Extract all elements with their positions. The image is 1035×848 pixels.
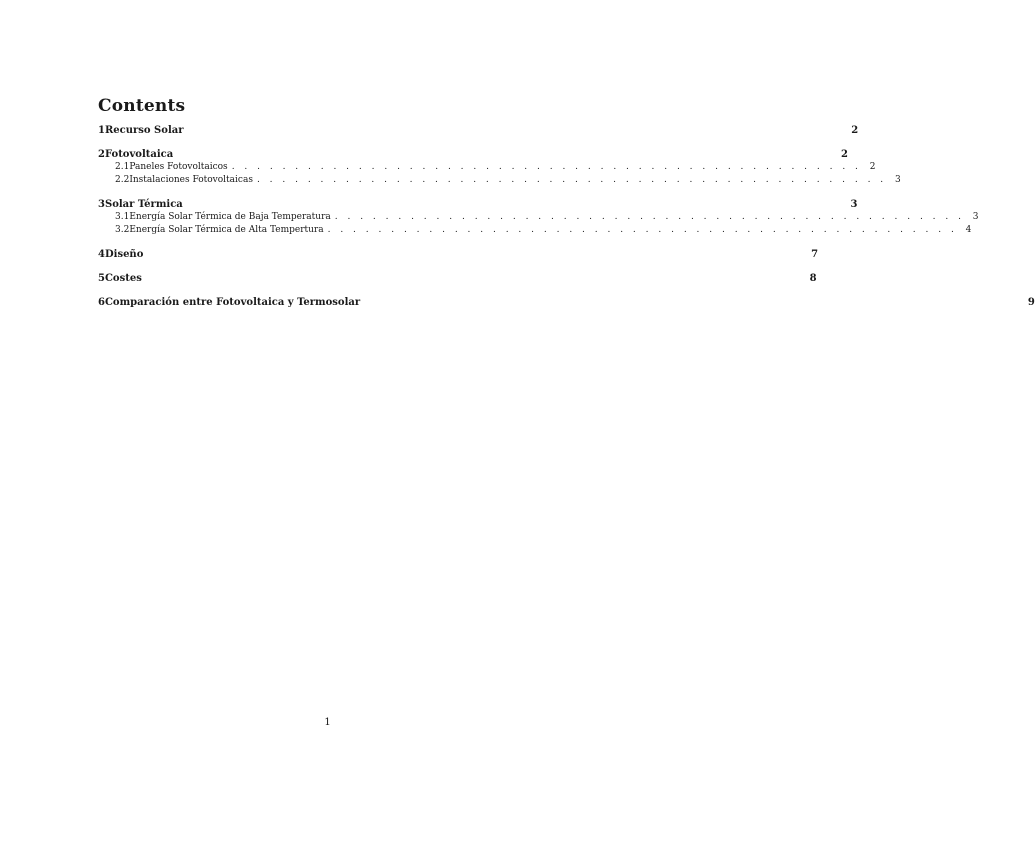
toc-entry-label: Instalaciones Fotovoltaicas bbox=[129, 175, 253, 185]
toc-entry-page: 4 bbox=[965, 225, 972, 235]
toc-entry-page: 9 bbox=[1027, 297, 1035, 308]
toc-entry-baja-temperatura[interactable] bbox=[98, 212, 979, 225]
toc-entry-page: 2 bbox=[851, 125, 859, 136]
toc-entry-paneles-fotovoltaicos[interactable] bbox=[98, 162, 876, 175]
toc-entry-comparacion[interactable] bbox=[98, 297, 1035, 310]
toc-entry-label: Paneles Fotovoltaicos bbox=[129, 162, 228, 172]
toc-entry-costes[interactable] bbox=[98, 273, 817, 286]
toc-entry-page: 2 bbox=[869, 162, 876, 172]
toc-entry-number: 2.2 bbox=[115, 175, 130, 185]
toc-entry-page: 7 bbox=[811, 249, 819, 260]
dot-leader: . . . . . . . . . . . . . . . . . . . . . . . . . . . . . . . . . . . . . . . . . . . . . . . . . . bbox=[327, 225, 958, 235]
toc-entry-page: 3 bbox=[850, 199, 858, 210]
toc-entry-recurso-solar[interactable] bbox=[98, 125, 859, 138]
toc-entry-label: Comparación entre Fotovoltaica y Termosolar bbox=[104, 297, 361, 308]
dot-leader: . . . . . . . . . . . . . . . . . . . . . . . . . . . . . . . . . . . . . . . . . . . . . . . . . . bbox=[231, 162, 862, 172]
toc-entry-label: Diseño bbox=[104, 249, 144, 260]
table-of-contents bbox=[98, 125, 1035, 310]
toc-entry-alta-tempertura[interactable] bbox=[98, 225, 972, 238]
toc-entry-label: Energía Solar Térmica de Alta Tempertura bbox=[129, 225, 324, 235]
page-number: 1 bbox=[324, 717, 331, 728]
toc-entry-number: 5 bbox=[98, 273, 105, 284]
toc-title: Contents bbox=[98, 96, 186, 116]
toc-entry-number: 3 bbox=[98, 199, 105, 210]
toc-entry-number: 4 bbox=[98, 249, 105, 260]
dot-leader: . . . . . . . . . . . . . . . . . . . . . . . . . . . . . . . . . . . . . . . . . . . . . . . . . . bbox=[334, 212, 965, 222]
toc-entry-page: 2 bbox=[840, 149, 848, 160]
toc-entry-page: 3 bbox=[972, 212, 979, 222]
toc-entry-label: Energía Solar Térmica de Baja Temperatura bbox=[129, 212, 331, 222]
toc-entry-number: 3.2 bbox=[115, 225, 130, 235]
toc-entry-label: Fotovoltaica bbox=[104, 149, 174, 160]
toc-entry-number: 6 bbox=[98, 297, 105, 308]
toc-entry-diseno[interactable] bbox=[98, 249, 819, 262]
toc-entry-page: 8 bbox=[809, 273, 817, 284]
toc-entry-number: 2 bbox=[98, 149, 105, 160]
toc-entry-fotovoltaica[interactable] bbox=[98, 149, 848, 162]
toc-entry-page: 3 bbox=[894, 175, 901, 185]
toc-entry-label: Solar Térmica bbox=[104, 199, 183, 210]
toc-entry-instalaciones-fotovoltaicas[interactable] bbox=[98, 175, 901, 188]
toc-entry-label: Recurso Solar bbox=[104, 125, 184, 136]
toc-entry-number: 3.1 bbox=[115, 212, 130, 222]
toc-entry-number: 2.1 bbox=[115, 162, 130, 172]
dot-leader: . . . . . . . . . . . . . . . . . . . . . . . . . . . . . . . . . . . . . . . . . . . . . . . . . . bbox=[256, 175, 887, 185]
toc-entry-label: Costes bbox=[104, 273, 142, 284]
toc-entry-solar-termica[interactable] bbox=[98, 199, 858, 212]
toc-entry-number: 1 bbox=[98, 125, 105, 136]
